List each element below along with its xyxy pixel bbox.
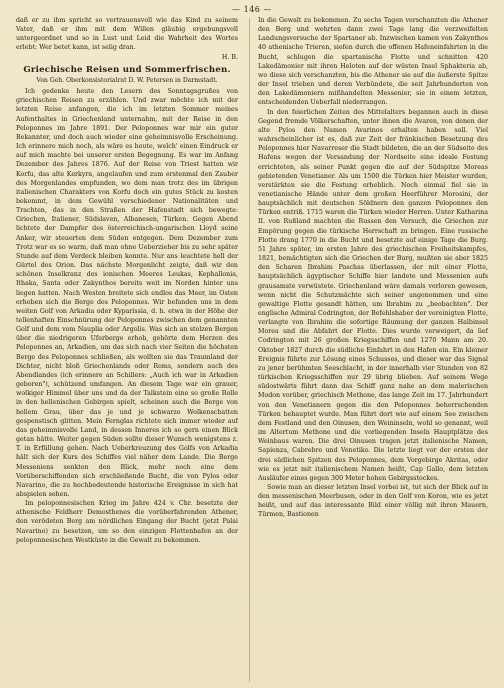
article-paragraph: In die Gewalt zu bekommen. Zu sechs Tagen verschanzten die Athener den Berg und wehrten dann zwei Tage lang die verzweifelten Landungsversuche der Spartaner ab. Inzwischen kamen von Zakynthos 40 athenische Trieren, siefen durch die offenen Hafeneinfahrten in die Bucht, schlugen die spartanische Flotte und schnitten 420 Lakedämonier mit ihren Heloten auf der wüsten Insel Sphakteria ab, wo diese sich verschanzten, bis die Athener sie auf die äußerste Spitze der Insel trieben und deren Verbündete, die seit Jahrhunderten von den Lakedämoniern mißhandelten Messenier, sie in einem letzten, entscheidenden Ueberfall niederrangen. <box>258 17 488 107</box>
page-number: — 146 — <box>232 5 272 14</box>
column-divider <box>249 18 250 682</box>
article-paragraph: Sowie man an dieser letzten Insel vorbei ist, tut sich der Blick auf in den messenischen Meerbusen, oder in den Golf von Koron, wie es jetzt heißt, und auf das interessante Bild einer völlig mit ihren Mauern, Türmen, Bastionen <box>258 483 488 519</box>
article-byline: Von Geh. Oberkonsistorialrat D. W. Petersen in Darmstadt. <box>36 76 218 84</box>
article-paragraph: In den feierlichen Zeiten des Mittelalters begannen auch in diese Gegend fremde Völkerschaften, unter ihnen die Avaren, von denen der alte Pylos den Namen Avarinos erhalten haben soll. Viel wahrscheinlicher ist es, daß zur Zeit der fränkischen Besetzung des Peloponnes hier Navarreser die Stadt bildeten, die an der Südseite des Hafens wegen der Versandung der Nordseite eine ideale Festung errichteten, als seiner Punkt gegen die auf der Südspitze Moreas gebietenden Venetianer. Als um 1500 die Türken hier Meister wurden, verstärkten sie die Festung erheblich. Noch einmal fiel sie in venetianische Hände unter dem großen Heerführer Morosini, der hauptsächlich mit deutschen Söldnern den ganzen Peloponnes den Türken entriß. 1715 waren die Türken wieder Herren. Unter Katharina II. von Rußland machten die Russen den Versuch, die Griechen zur Empörung gegen die türkische Herrschaft zu bringen. Eine russische Flotte drang 1770 in die Bucht und besetzte auf einige Tage die Burg. 51 Jahre später, im ersten Jahre des griechischen Freiheitskampfes, 1821, bemächtigten sich die Griechen der Burg, mußten sie aber 1825 den Scharen Ibrahim Paschas überlassen, der mit einer Flotte, hauptsächlich ägyptischer Schiffe hier landete und Messenien aufs grausamste verwüstete. Griechenland wäre damals verloren gewesen, wenn nicht die Schutzmächte sich seiner angenommen und eine gewaltige Flotte gesandt hätten, um Ibrahim zu „beobachten". Der englische Admiral Codrington, der Befehlshaber der vereinigten Flotte, verlangte von Ibrahim die sofortige Räumung der ganzen Halbinsel Morea und die Abfahrt der Flotte. Dies wurde verweigert, da lief Codrington mit 26 großen Kriegsschiffen und 1270 Mann am 20. Oktober 1827 durch die südliche Einfahrt in den Hafen ein. Ein kleiner Ereignis führte zur Lösung eines Schusses, und dieser war das Signal zu jener berühmten Seeschlacht, in der innerhalb vier Stunden von 82 türkischen Kriegsschiffen nur 29 übrig blieben. Auf seinem Wege südostwärts führt dann das Schiff ganz nahe an dem malerischen Modon vorüber, griechisch Methone, das lange Zeit im 17. Jahrhundert von den Venetianern gegen die den Peloponnes beherrschenden Türken behauptet wurde. Man führt dort wie auf einem See zwischen dem Festland und den Oinusen, den Weininseln, wohl so genannt, weil im Altertum Methone und die vorliegenden Inseln Hauptplätze des Weinbaus waren. Die drei Oinusen tragen jetzt italienische Namen, Sapienza, Cabrebre und Venetiko. Die letzte liegt vor der ersten der drei südlichen Spitzen des Peloponnes, dem Vorgebirge Akritas, oder wie es jetzt mit italienischem Namen heißt, Cap Gallo, dem letzten Ausläufer eines gegen 300 Meter hohen Gebirgsstockes. <box>258 108 488 482</box>
article-paragraph: Im peloponnesischen Krieg im Jahre 424 v. Chr. besetzte der athenische Feldherr Demosthenes die vorüberfahrenden Athener, den verödeten Berg am nördlichen Eingang der Bucht (jetzt Palai Navarino) zu besetzen, um so den einzigen Flottenhafen an der peloponnesischen Westküste in die Gewalt zu bekommen. <box>16 500 238 544</box>
right-column <box>258 16 488 682</box>
intro-signature: H. B. <box>221 53 238 61</box>
intro-paragraph: daß er zu ihm spricht so vertrauensvoll wie das Kind zu seinem Vater, daß er ihm mit dem Willen gläubig ergebungsvoll untergeordnet und so in Lust und Leid die Wahrheit des Wortes erlebt: Wer betet kann, ist selig dran. <box>16 17 238 52</box>
article-heading: Griechische Reisen und Sommerfrischen. <box>23 64 231 75</box>
article-paragraph: Ich gedenke heute den Lesern des Sonntagsgrußes von griechischen Reisen zu erzählen. Und zwar möchte ich mit der letzten Reise anfangen, die ich im letzten Sommer meines Aufenthaltes in Griechenland unternahm, mit der Reise in den Peloponnes im Jahre 1891. Der Peloponnes war mir ein guter Bekannter, und doch auch wieder eine geheimnisvolle Erscheinung. Ich erinnere mich noch, als wäre es heute, welch' einen Eindruck er auf mich machte bei unserer ersten Begegnung. Es war im Anfang Dezember des Jahres 1876. Auf der Reise von Triest hatten wir Korfu, das alte Kerkyra, angelaufen und zum erstenmal den Zauber des Morgenlandes empfunden, wo dem man trotz des im übrigen italienischen Charakters von Korfu doch ein gutes Stück zu kosten bekommt, in dem Gewühl verschiedener Nationalitäten und Trachten, das in den Straßen der Hafenstadt sich bewegte: Griechen, Italiener, Südslaven, Albanesen, Türken. Gegen Abend lichtete der Dampfer des österreichisch-ungarischen Lloyd seine Anker, wir steuerten dem Süden entgegen. Dem Dezember zum Trotz war es so warm, daß man ohne Ueberzieher bis zu sehr später Stunde auf dem Verdeck bleiben konnte. Nur ans leuchtete hell der Gürtel des Orion. Das nächste Morgenlicht zeigte, daß wir den schönen Inselkranz des ionischen Meeres Leukas, Kephallonia, Ithaka, Santa oder Zakynthos bereits weit im Norden hinter uns liegen hatten. Nach Westen breitete sich endlos das Meer, im Osten erhoben sich die Berge des Peloponnes. Wir befanden uns in dem weiten Golf von Arkadia oder Kyparissia, d. h. etwa in der Höhe der tellenhaften Einschnürung der Peloponnes zwischen dem genannten Golf und dem vom Nauplia oder Argolis. Was sich an stolzen Bergen über die niedrigeren Uferberge erhob, gehörte dem Herzen des Peloponnes an, Arkadien, um das sich nach vier Seiten die höchsten Berge des Peloponnes schließen, als wollten sie das Traumland der Dichter, nicht bloß Griechenlands oder Roms, sondern auch des Abendlandes (ich erinnere an Schillers: „Auch ich war in Arkadien geboren"), schützend umfangen. An diesem Tage war ein grauer, wolkiger Himmel über uns und da der Talkstein eine so große Rolle in den hellenischen Gebirgen spielt, scheinen auch die Berge von hellem Grau, über das je und je schwarze Wolkenschatten gespenstisch glitten. Mein Fernglas richtete sich immer wieder auf das geheimnisvolle Land, in dessen Inneres ich so gern einen Blick getan hätte. Weiter gegen Süden sollte dieser Wunsch wenigstens z. T. in Erfüllung gehen. Nach Ueberkreuzung des Golfs von Arkadia hält sich der Kurs des Schiffes viel näher dem Lande. Die Berge Messeniens senkten den Blick, mehr noch eine dem Vorüberschiffenden sich erschließende Bucht, die von Pylos oder Navarino, die zu hochbedeutende historische Ereignisse in sich hat abspielen sehen. <box>16 88 238 498</box>
left-column <box>16 16 238 682</box>
